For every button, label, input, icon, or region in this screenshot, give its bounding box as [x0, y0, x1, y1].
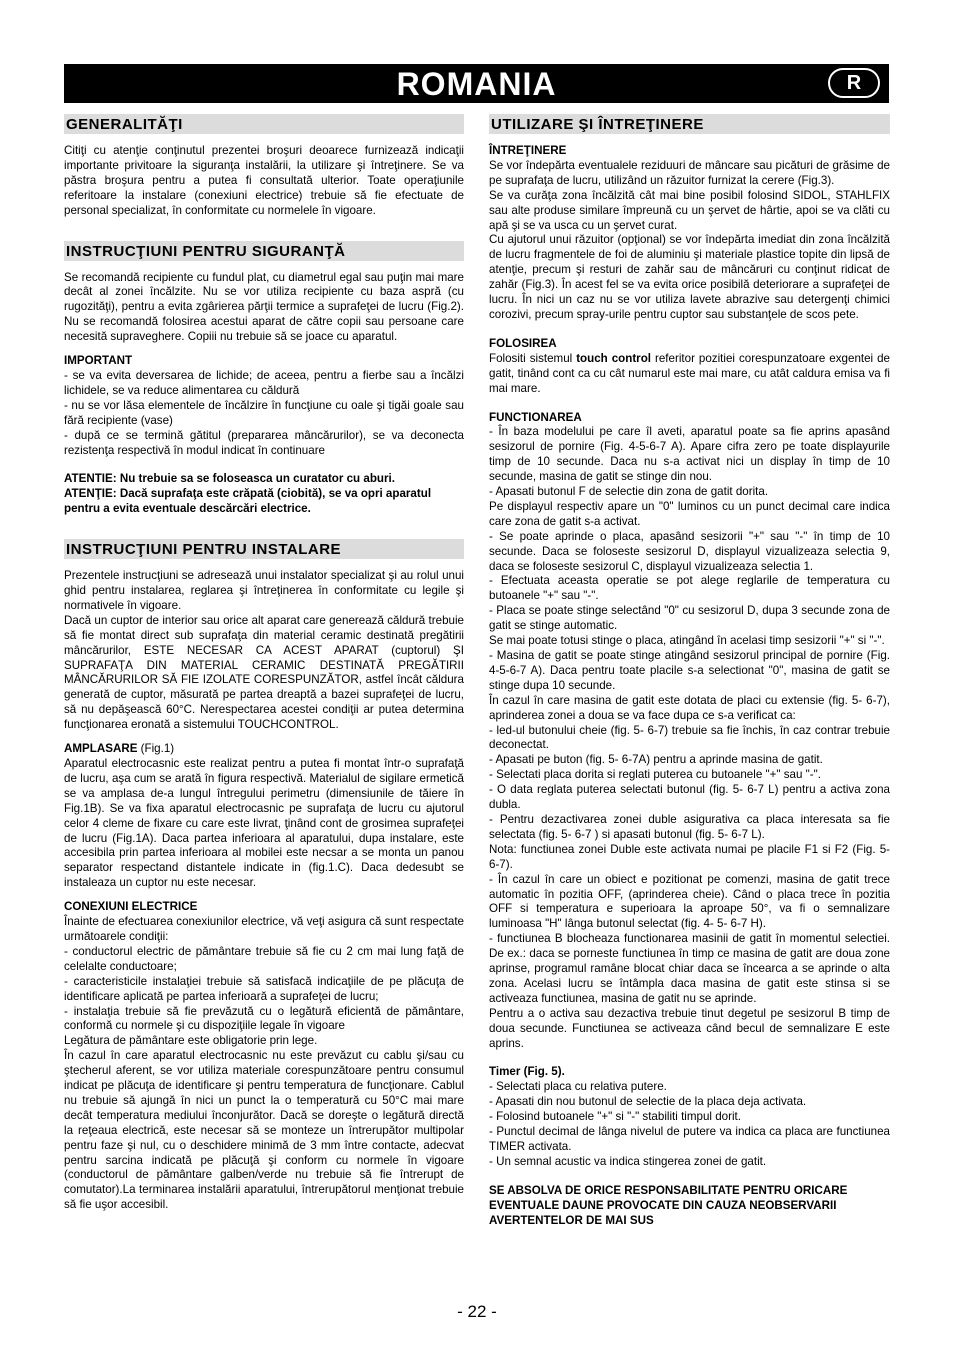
functionarea-line: Pe displayul respectiv apare un "0" luminos cu un punct decimal care indica care zona de gatit s-a activat.: [489, 499, 890, 528]
timer-line: - Un semnal acustic va indica stingerea zonei de gatit.: [489, 1154, 767, 1168]
intretinere-title: ÎNTREŢINERE: [489, 144, 567, 157]
functionarea-line: - functiunea B blocheaza functionarea masinii de gatit în momentul selectiei. De ex.: daca se porneste functiunea în timp ce masina de gatit are doua zone aprinse, programul ramâne blocat chiar daca se încearca a se aprinde o alta zona. Acelasi lucru se întâmpla daca masina de gatit este stinsa si se activeaza functiunea, masina de gatit nu se aprinde.: [489, 932, 890, 1005]
important-line: - nu se vor lăsa elementele de încălzire în funcţiune cu oale şi tigăi goale sau fără recipiente (vase): [64, 398, 464, 427]
functionarea-line: - Placa se poate stinge selectând "0" cu sesizorul D, dupa 3 secunde zona de gatit se stinge automatic.: [489, 604, 890, 633]
left-column: [64, 114, 464, 1213]
folosirea-text: [489, 352, 890, 397]
functionarea-line: - Selectati placa dorita si reglati puterea cu butoanele "+" sau "-".: [489, 768, 821, 782]
functionarea-line: - Apasati butonul F de selectie din zona de gatit dorita.: [489, 485, 769, 499]
timer-line: - Apasati din nou butonul de selectie de la placa deja activata.: [489, 1095, 807, 1109]
right-column: [489, 114, 890, 1229]
conexiuni-line: - conductorul electric de pământare trebuie să fie cu 2 cm mai lung faţă de celelalte conductoare;: [64, 944, 464, 973]
functionarea-line: Nota: functiunea zonei Duble este activata numai pe placile F1 si F2 (Fig. 5- 6-7).: [489, 842, 890, 871]
conexiuni-line: Înainte de efectuarea conexiunilor electrice, vă veţi asigura că sunt respectate următoarele condiţii:: [64, 915, 464, 943]
important-title: IMPORTANT: [64, 354, 133, 368]
title-banner: [64, 64, 889, 103]
functionarea-line: - Efectuata aceasta operatie se pot alege reglarile de temperatura cu butoanele "+" sau "-".: [489, 574, 890, 603]
important-line: - se va evita deversarea de lichide; de aceea, pentru a fierbe sau a încălzi lichidele, se va reduce alimentarea cu căldură: [64, 368, 464, 397]
page-number: - 22 -: [457, 1302, 497, 1321]
conexiuni-line: Legătura de pământare este obligatorie prin lege.: [64, 1034, 318, 1048]
conexiuni-title: CONEXIUNI ELECTRICE: [64, 900, 198, 914]
timer-line: - Selectati placa cu relativa putere.: [489, 1080, 667, 1094]
timer-line: - Folosind butoanele "+" si "-" stabiliti timpul dorit.: [489, 1110, 741, 1124]
functionarea-line: - led-ul butonului cheie (fig. 5- 6-7) trebuie sa fie închis, în caz contrar trebuie deconectat.: [489, 723, 890, 752]
functionarea-line: - Apasati pe buton (fig. 5- 6-7A) pentru a aprinde masina de gatit.: [489, 753, 823, 767]
generalitati-text: Citiţi cu atenţie conţinutul prezentei broşuri deoarece furnizează indicaţii importante privitoare la siguranţa instalării, la utilizare şi întreţinere. Se va păstra broşura pentru a putea fi consultată ulterior. Toate operaţiunile referitoare la instalare (conexiuni electrice) trebuie să fie efectuate de personal specializat, în conformitate cu normelele în vigoare.: [64, 144, 464, 217]
functionarea-line: Pentru a o activa sau dezactiva trebuie tinut degetul pe sesizorul B timp de doua secunde. Functiunea se activeaza când becul de semnalizare E este aprins.: [489, 1006, 890, 1050]
conexiuni-line: În cazul în care aparatul electrocasnic nu este prevăzut cu cablu şi/sau cu ştecherul aferent, se vor utiliza materiale corespunzătoare pentru consumul indicat pe plăcuţa de identificare şi pentru temperatura de funcţionare. Cablul nu trebuie să ajungă în nici un punct la o temperatură cu 50°C mai mare decât temperatura mediului înconjurător. Dacă se doreşte o legătură directă la reţeaua electrică, este necesar să se monteze un întrerupător multipolar pentru faze şi nul, cu o deschidere minimă de 3 mm între contacte, adecvat pentru sarcina indicată pe plăcuţă şi conform cu normele în vigoare (conductorul de pământare galben/verde nu trebuie să fie întrerupt de comutator).La terminarea instalării aparatului, întrerupătorul menţionat trebuie să fie uşor accesibil.: [64, 1049, 464, 1212]
disclaimer: SE ABSOLVA DE ORICE RESPONSABILITATE PENTRU ORICARE EVENTUALE DAUNE PROVOCATE DIN CAUZA NEOBSERVARII AVERTENTELOR DE MAI SUS: [489, 1183, 848, 1227]
functionarea-line: Se mai poate totusi stinge o placa, atingând în acelasi timp sesizorii "+" si "-".: [489, 634, 885, 648]
instalare-text: Prezentele instrucţiuni se adresează unui instalator specializat şi au rolul unui ghid pentru instalarea, reglarea şi întreţinerea în conformitate cu legile şi normativele în vigoare.: [64, 569, 464, 612]
functionarea-line: - În cazul în care un obiect e pozitionat pe comenzi, masina de gatit trece automatic în pozitia OFF, (aprinderea cheie). Când o placa trece în pozitia OFF si temperatura e superioara la aproape 50°, va fi o semnalizare luminoasa "H" lânga butonul selectat (fig. 4- 5- 6-7 H).: [489, 872, 890, 931]
timer-title: Timer (Fig. 5).: [489, 1065, 565, 1079]
functionarea-line: - Se poate aprinde o placa, apasând sesizorii "+" sau "-" în timp de 10 secunde. Daca se foloseste sesizorul D, displayul vizualizeaza selectia 9, daca se foloseste sesizorul C, displayul vizualizeaza selectia 1.: [489, 529, 890, 573]
functionarea-line: - Masina de gatit se poate stinge atingând sesizorul principal de pornire (Fig. 4-5-6-7 A). Daca pentru toate placile s-a selectionat "0", masina de gatit se stinge dupa 10 secunde.: [489, 649, 890, 692]
language-badge: R: [828, 68, 880, 98]
section-heading-utilizare: UTILIZARE ŞI ÎNTREŢINERE: [489, 114, 890, 134]
steam-cleaner-warning: ATENTIE: Nu trebuie sa se foloseasca un curatator cu aburi.: [64, 472, 395, 486]
cracked-surface-warning: ATENŢIE: Dacă suprafaţa este crăpată (ciobită), se va opri aparatul pentru a evita eventuale descărcări electrice.: [64, 487, 432, 516]
folosirea-title: FOLOSIREA: [489, 336, 557, 350]
conexiuni-line: - caracteristicile instalaţiei trebuie să satisfacă indicaţiile de pe plăcuţa de identificare aplicată pe partea inferioară a suprafeţei de lucru;: [64, 974, 464, 1003]
amplasare-text: Aparatul electrocasnic este realizat pentru a putea fi montat într-o suprafaţă de lucru, aşa cum se arată în figura respectivă. Materialul de sigilare ermetică se va amplasa de-a lungul întregului perimetru (dimensiunile de tăiere în Fig.1B). Se va fixa aparatul electrocasnic pe suprafaţa de lucru cu ajutorul celor 4 cleme de fixare cu care este livrat, ţinând cont de grosimea suprafeţei de lucru (Fig.1A). Daca partea inferioara al aparatului, dupa instalare, este accesibila prin partea inferioara al mobilei este necsar a se monta un panou separator respectand distantele indicate in (fig.1.C). Daca dedesubt se instaleaza un cuptor nu este necesar.: [64, 757, 464, 890]
instalare-text-2: Dacă un cuptor de interior sau orice alt aparat care generează căldură trebuie să fie montat direct sub suprafaţa din material ceramic destinată pregătirii mâncărurilor, ESTE NECESAR CA ACEST APARAT (cuptorul) ŞI SUPRAFAŢA DIN MATERIAL CERAMIC DESTINATĂ PREGĂTIRII MÂNCĂRURILOR SĂ FIE IZOLATE CORESPUNZĂTOR, astfel încât căldura generată de cuptor, măsurată pe partea dreaptă a bazei suprafeţei de lucru, să nu depăşească 60°C. Nerespectarea acestei condiţii ar putea determina funcţionarea eronată a sistemului TOUCHCONTROL.: [64, 613, 464, 732]
intretinere-line: Se vor îndepărta eventualele reziduuri de mâncare sau picături de grăsime de pe suprafaţa de lucru, utilizând un răzuitor furnizat la cerere (Fig.3).: [489, 158, 890, 187]
functionarea-line: În cazul în care masina de gatit este dotata de placi cu extensie (fig. 5- 6-7), aprinderea zonei a doua se va face dupa ce s-a verificat ca:: [489, 693, 890, 722]
section-heading-siguranta: INSTRUCŢIUNI PENTRU SIGURANŢĂ: [64, 241, 464, 261]
section-heading-instalare: INSTRUCŢIUNI PENTRU INSTALARE: [64, 539, 464, 559]
functionarea-title: FUNCTIONAREA: [489, 410, 582, 424]
conexiuni-line: - instalaţia trebuie să fie prevăzută cu o legătură eficientă de pământare, conformă cu normele şi cu dispoziţiile legale în vigoare: [64, 1004, 464, 1033]
amplasare-title: AMPLASARE: [64, 742, 138, 756]
folosirea-pre: Folositi sistemul: [489, 351, 577, 365]
section-heading-generalitati: GENERALITĂŢI: [64, 114, 464, 134]
amplasare-ref: (Fig.1): [137, 742, 175, 756]
functionarea-line: - În baza modelului pe care îl aveti, aparatul poate sa fie aprins apasând sesizorul de pornire (Fig. 4-5-6-7 A). Apare cifra zero pe toate displayurile timp de 10 secunde. Daca nu s-a activat nici un display în timp de 10 secunde, masina de gatit se stinge din nou.: [489, 425, 890, 484]
timer-line: - Punctul decimal de lânga nivelul de putere va indica ca placa are functiunea TIMER activata.: [489, 1125, 890, 1153]
important-line: - după ce se termină gătitul (prepararea mâncărurilor), se va deconecta rezistenţa respectivă în modul indicat în continuare: [64, 428, 464, 457]
functionarea-line: - O data reglata puterea selectati butonul (fig. 5- 6-7 L) pentru a activa zona dubla.: [489, 783, 890, 812]
touch-control-term: touch control: [576, 351, 652, 365]
folosirea-post: referitor pozitiei corespunzatoare exgentei de gatit, tinând cont ca cu cât numarul este mai mare, cu atât caldura emisa va fi mai mare.: [489, 351, 890, 395]
page-title: ROMANIA: [396, 66, 557, 102]
functionarea-line: - Pentru dezactivarea zonei duble asigurativa ca placa interesata sa fie selectata (fig. 5- 6-7 ) si apasati butonul (fig. 5- 6-7 L).: [489, 812, 890, 841]
intretinere-line: Se va curăţa zona încălzită cât mai bine posibil folosind SIDOL, STAHLFIX sau alte produse similare împreună cu un şervet de hârtie, apoi se va clăti cu apă şi se va usca cu un şervet curat.: [489, 188, 890, 232]
amplasare-heading-line: [64, 742, 464, 757]
intretinere-line: Cu ajutorul unui răzuitor (opţional) se vor îndepărta imediat din zona încălzită de lucru fragmentele de foi de aluminiu şi materiale plastice topite din lipsă de atenţie, precum şi resturi de zahăr sau de mâncăruri cu conţinut ridicat de zahăr (Fig.3). În acest fel se va evita orice posibilă deteriorare a suprafeţei de lucru. În nici un caz nu se vor utiliza lavete abrazive sau detergenţi chimici corozivi, precum spray-urile pentru cuptor sau substanţele de scos pete.: [489, 233, 890, 321]
siguranta-text: Se recomandă recipiente cu fundul plat, cu diametrul egal sau puţin mai mare decât al zonei încălzite. Nu se vor utiliza recipiente cu baza aspră (cu rugozităţi), pentru a evita zgârierea părţii termice a suprafeţei de lucru (Fig.2). Nu se recomandă folosirea acestui aparat de către copii sau persoane care necesită supraveghere. Copiii nu trebuie să se joace cu aparatul.: [64, 270, 464, 344]
